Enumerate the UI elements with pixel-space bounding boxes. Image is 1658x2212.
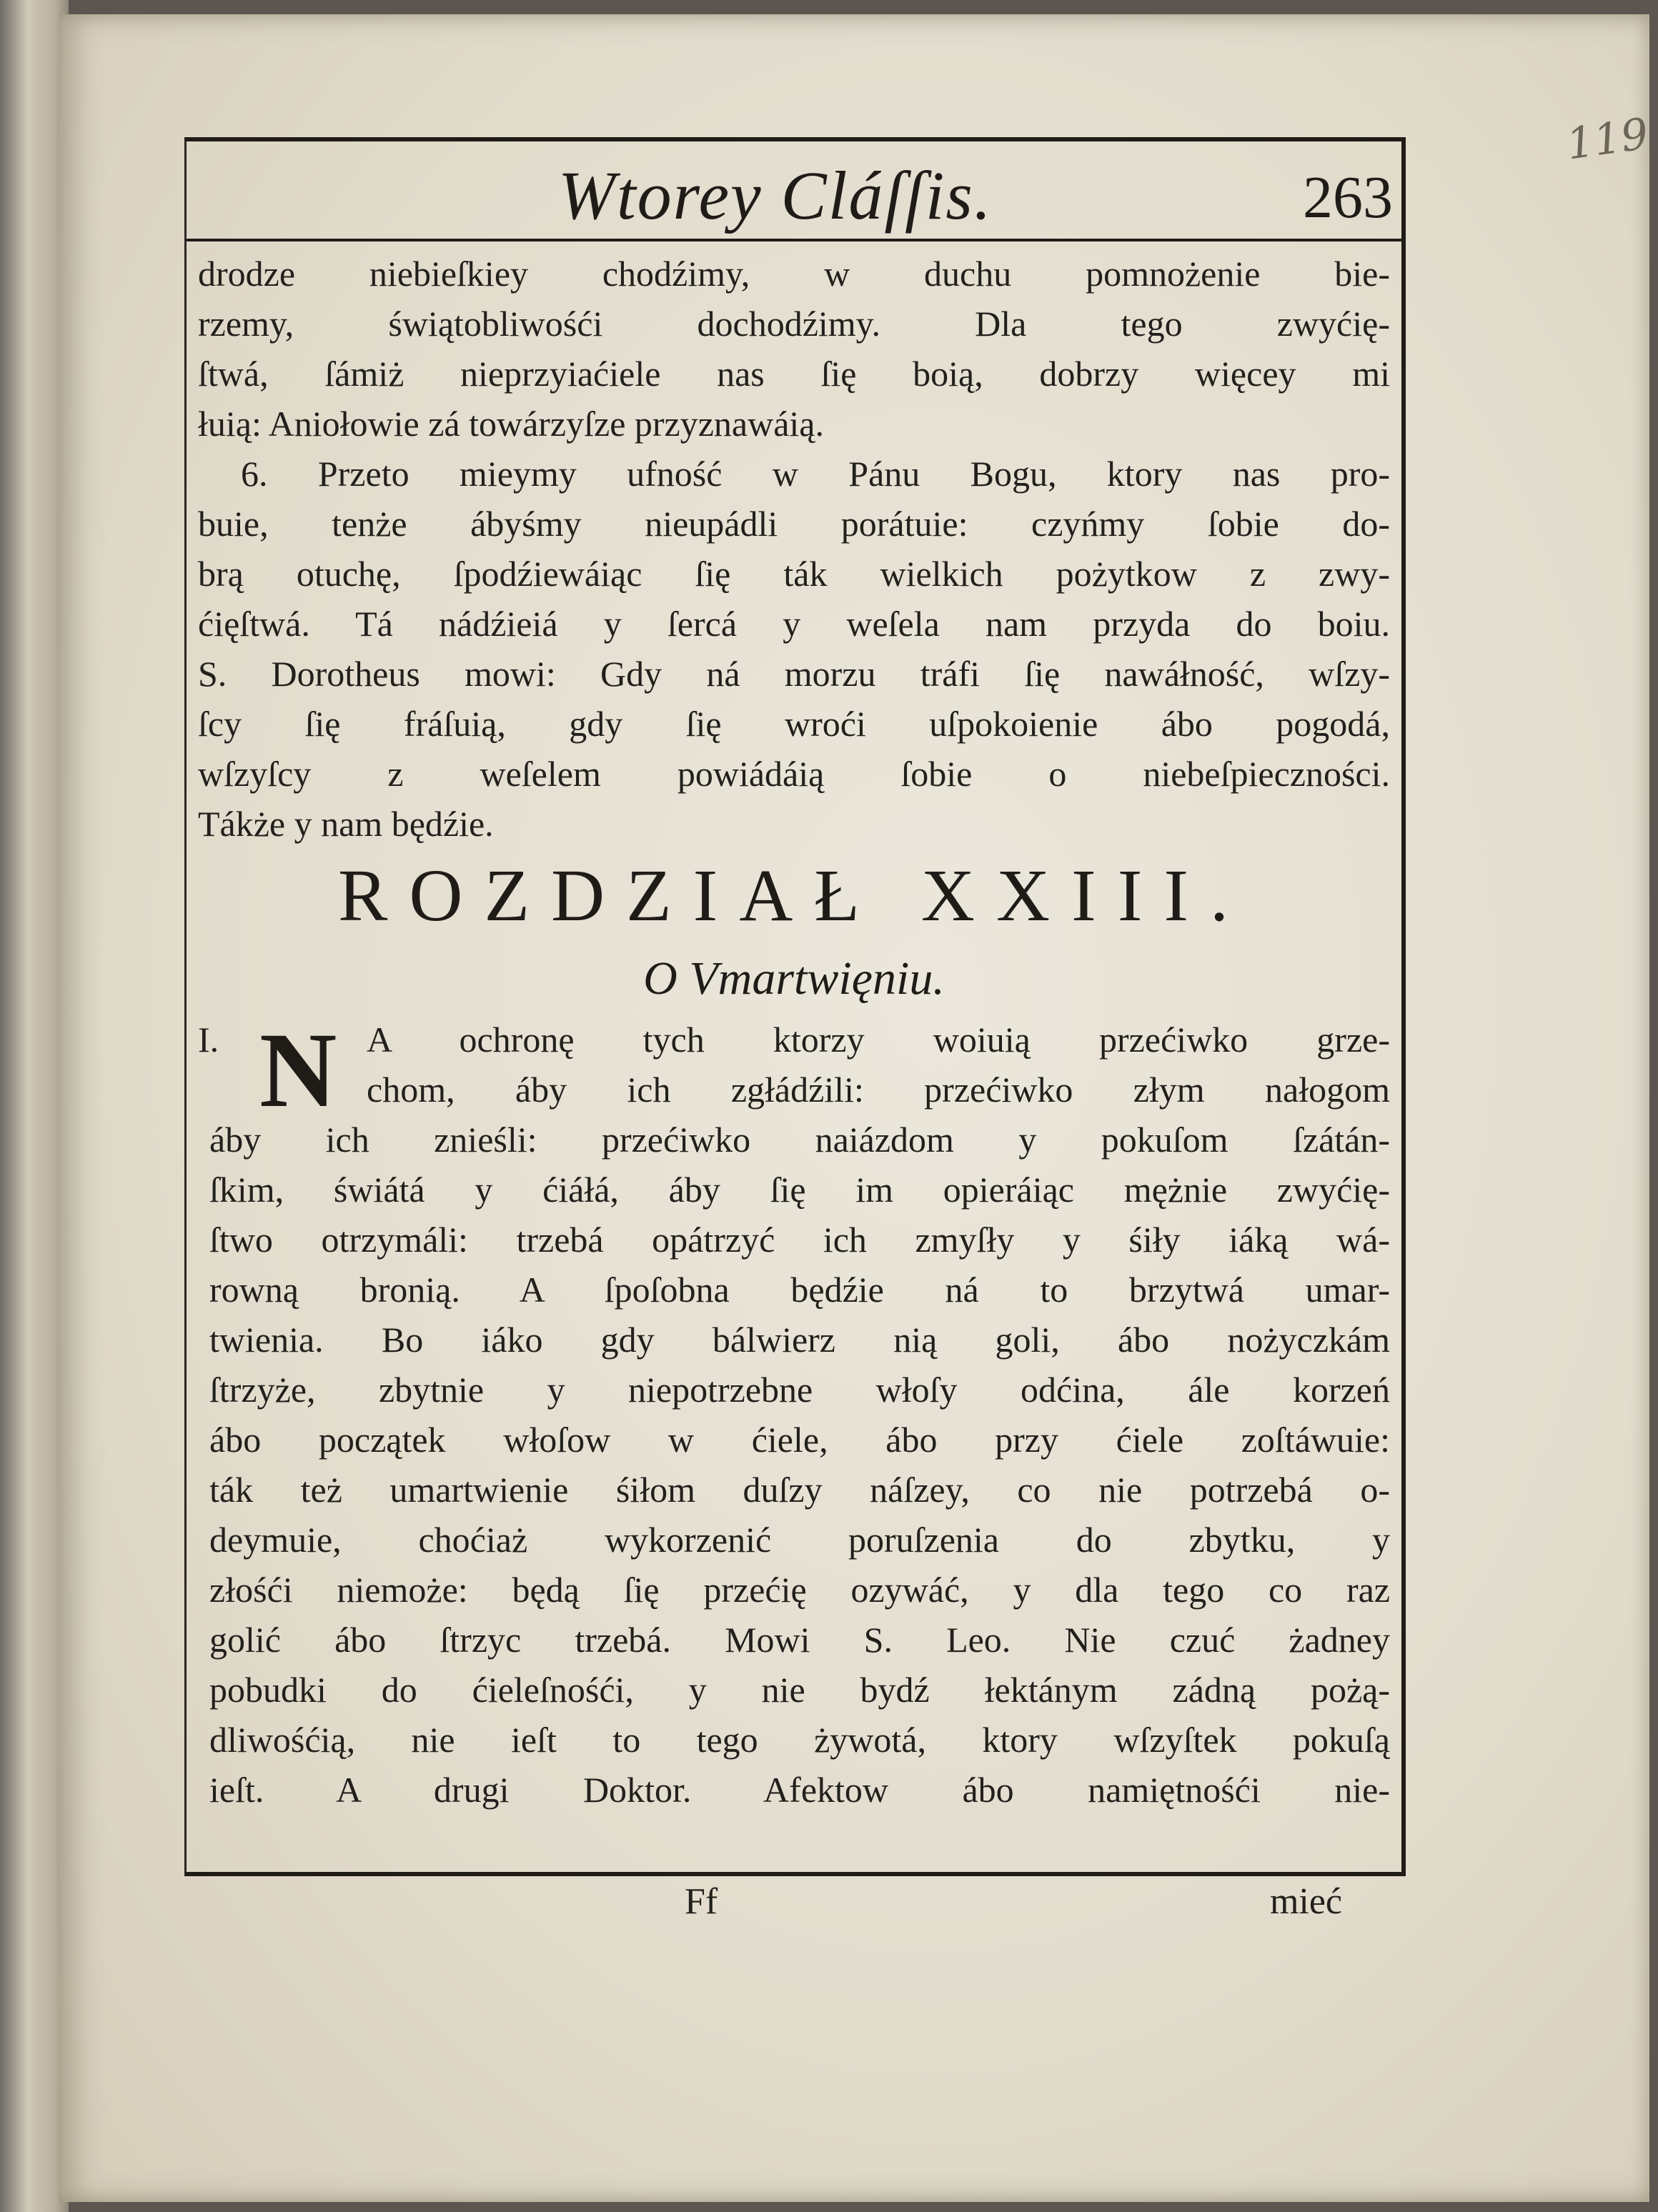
text-line: wſzyſcy z weſelem powiádáią ſobie o niebeſpieczności. <box>198 754 1390 794</box>
text-line: áby ich znieśli: przećiwko naiázdom y pokuſom ſzátán- <box>209 1120 1390 1160</box>
text-line: 6. Przeto mieymy ufność w Pánu Bogu, ktory nas pro- <box>241 454 1390 494</box>
text-block <box>198 249 1390 1815</box>
drop-cap: N <box>259 1011 337 1130</box>
running-head-title: Wtorey Cláſſis. <box>558 157 993 234</box>
text-line: pobudki do ćieleſnośći, y nie bydź łektánym zádną pożą- <box>209 1670 1390 1710</box>
text-line: ábo początek włoſow w ćiele, ábo przy ćiele zoſtáwuie: <box>209 1420 1390 1460</box>
text-line: Tákże y nam będźie. <box>198 804 494 844</box>
page-number: 263 <box>1303 164 1393 231</box>
text-line: złośći niemoże: będą ſię przećię ozywáć, y dla tego co raz <box>209 1570 1390 1610</box>
text-line: ſtwo otrzymáli: trzebá opátrzyć ich zmyſły y śiły iáką wá- <box>209 1220 1390 1260</box>
paragraph-one <box>198 1011 1390 1815</box>
text-line: rzemy, świątobliwośći dochodźimy. Dla tego zwyćię- <box>198 304 1390 344</box>
paragraph-six <box>198 449 1390 849</box>
footer-row <box>184 1880 1399 1938</box>
catchword: mieć <box>1269 1881 1342 1922</box>
text-line: A ochronę tych ktorzy woiuią przećiwko grze- <box>367 1020 1390 1060</box>
text-line: drodze niebieſkiey chodźimy, w duchu pomnożenie bie- <box>198 254 1390 294</box>
text-line: łuią: Aniołowie zá towárzyſze przyznawáią. <box>198 404 825 444</box>
running-header <box>187 153 1401 241</box>
chapter-title: ROZDZIAŁ XXIII. <box>337 855 1250 937</box>
text-line: ták też umartwienie śiłom duſzy náſzey, co nie potrzebá o- <box>209 1470 1390 1510</box>
paragraph-number: I. <box>198 1020 219 1060</box>
text-line: ſcy ſię fráſuią, gdy ſię wroći uſpokoienie ábo pogodá, <box>198 704 1390 744</box>
text-line: chom, áby ich zgłádźili: przećiwko złym nałogom <box>367 1070 1390 1110</box>
text-line: golić ábo ſtrzyc trzebá. Mowi S. Leo. Nie czuć żadney <box>209 1620 1390 1660</box>
signature-mark: Ff <box>685 1881 718 1922</box>
paragraph-continued <box>198 249 1390 449</box>
text-line: S. Dorotheus mowi: Gdy ná morzu tráfi ſię nawáłność, wſzy- <box>198 654 1390 694</box>
pencil-folio-note: 119 <box>1563 109 1652 170</box>
text-line: dliwośćią, nie ieſt to tego żywotá, ktory wſzyſtek pokuſą <box>209 1720 1390 1760</box>
chapter-subtitle: O Vmartwięniu. <box>643 952 945 1005</box>
text-line: twienia. Bo iáko gdy bálwierz nią goli, ábo nożyczkám <box>209 1320 1390 1360</box>
text-line: buie, tenże ábyśmy nieupádli porátuie: czyńmy ſobie do- <box>198 504 1390 544</box>
text-line: rowną bronią. A ſpoſobna będźie ná to brzytwá umar- <box>209 1270 1390 1310</box>
text-line: ieſt. A drugi Doktor. Afektow ábo namiętnośći nie- <box>209 1770 1390 1810</box>
text-line: ćięſtwá. Tá nádźieiá y ſercá y weſela nam przyda do boiu. <box>198 604 1390 644</box>
text-line: ſtrzyże, zbytnie y niepotrzebne włoſy odćina, ále korzeń <box>209 1370 1390 1410</box>
text-line: deymuie, choćiaż wykorzenić poruſzenia do zbytku, y <box>209 1520 1390 1560</box>
text-line: brą otuchę, ſpodźiewáiąc ſię ták wielkich pożytkow z zwy- <box>198 554 1390 594</box>
text-line: ſkim, świátá y ćiáłá, áby ſię im opieráiąc mężnie zwyćię- <box>209 1170 1390 1210</box>
printed-frame <box>184 137 1406 1876</box>
text-line: ſtwá, ſámiż nieprzyiaćiele nas ſię boią, dobrzy więcey mi <box>198 354 1390 394</box>
